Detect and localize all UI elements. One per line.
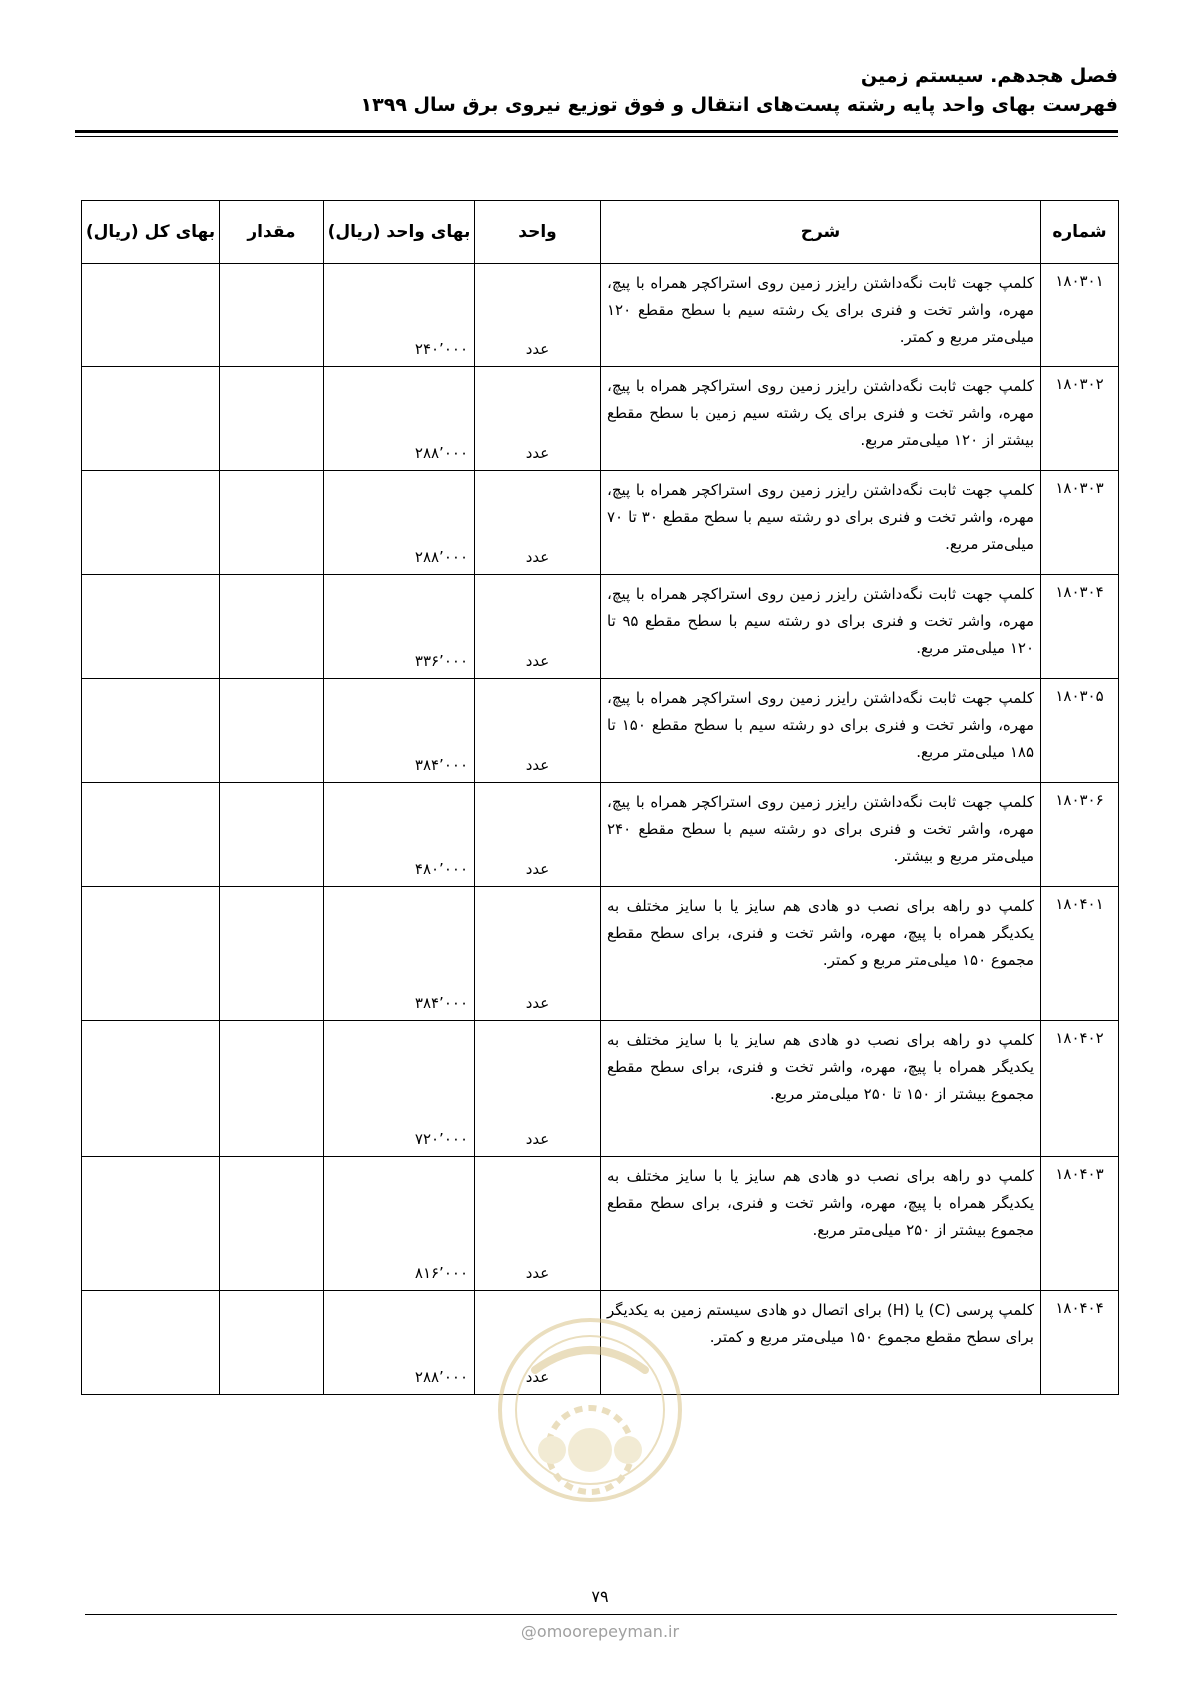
table-row xyxy=(82,1021,1119,1157)
item-unit-price: ۳۸۴٬۰۰۰ xyxy=(324,679,475,783)
item-unit: عدد xyxy=(475,783,601,887)
item-unit-price: ۲۸۸٬۰۰۰ xyxy=(324,471,475,575)
item-code: ۱۸۰۳۰۵ xyxy=(1041,679,1119,783)
header-rule-thick xyxy=(75,130,1118,133)
table-row xyxy=(82,575,1119,679)
item-unit-price: ۳۸۴٬۰۰۰ xyxy=(324,887,475,1021)
table-row xyxy=(82,887,1119,1021)
item-quantity xyxy=(220,264,324,367)
item-description: کلمپ جهت ثابت نگه‌داشتن رایزر زمین روی استراکچر همراه با پیچ، مهره، واشر تخت و فنری برای دو رشته سیم با سطح مقطع ۳۰ تا ۷۰ میلی‌متر مربع. xyxy=(601,471,1041,575)
item-total-price xyxy=(82,471,220,575)
item-quantity xyxy=(220,887,324,1021)
item-unit-price: ۲۸۸٬۰۰۰ xyxy=(324,367,475,471)
item-total-price xyxy=(82,1291,220,1395)
item-quantity xyxy=(220,471,324,575)
footer-rule xyxy=(85,1614,1117,1615)
item-unit: عدد xyxy=(475,679,601,783)
item-code: ۱۸۰۴۰۲ xyxy=(1041,1021,1119,1157)
table-row xyxy=(82,264,1119,367)
item-description: کلمپ جهت ثابت نگه‌داشتن رایزر زمین روی استراکچر همراه با پیچ، مهره، واشر تخت و فنری برای دو رشته سیم با سطح مقطع ۲۴۰ میلی‌متر مربع و بیشتر. xyxy=(601,783,1041,887)
item-code: ۱۸۰۳۰۶ xyxy=(1041,783,1119,887)
column-header-qty: مقدار xyxy=(220,201,324,264)
item-quantity xyxy=(220,783,324,887)
item-unit-price: ۳۳۶٬۰۰۰ xyxy=(324,575,475,679)
item-total-price xyxy=(82,679,220,783)
item-quantity xyxy=(220,1021,324,1157)
table-row xyxy=(82,1291,1119,1395)
item-code: ۱۸۰۳۰۱ xyxy=(1041,264,1119,367)
item-description: کلمپ جهت ثابت نگه‌داشتن رایزر زمین روی استراکچر همراه با پیچ، مهره، واشر تخت و فنری برای یک رشته سیم با سطح مقطع ۱۲۰ میلی‌متر مربع و کمتر. xyxy=(601,264,1041,367)
item-total-price xyxy=(82,783,220,887)
item-unit: عدد xyxy=(475,887,601,1021)
item-unit-price: ۲۴۰٬۰۰۰ xyxy=(324,264,475,367)
document-subtitle: فهرست بهای واحد پایه رشته پست‌های انتقال و فوق توزیع نیروی برق سال ۱۳۹۹ xyxy=(360,94,1118,116)
item-total-price xyxy=(82,575,220,679)
page-number: ۷۹ xyxy=(591,1587,609,1606)
item-description: کلمپ دو راهه برای نصب دو هادی هم سایز یا با سایز مختلف به یکدیگر همراه با پیچ، مهره، واشر تخت و فنری، برای سطح مقطع مجموع ۱۵۰ میلی‌متر مربع و کمتر. xyxy=(601,887,1041,1021)
item-unit-price: ۸۱۶٬۰۰۰ xyxy=(324,1157,475,1291)
item-code: ۱۸۰۴۰۱ xyxy=(1041,887,1119,1021)
item-description: کلمپ پرسی (C) یا (H) برای اتصال دو هادی سیستم زمین به یکدیگر برای سطح مقطع مجموع ۱۵۰ میلی‌متر مربع و کمتر. xyxy=(601,1291,1041,1395)
item-total-price xyxy=(82,264,220,367)
item-quantity xyxy=(220,1291,324,1395)
page-header xyxy=(68,62,1118,120)
item-total-price xyxy=(82,1157,220,1291)
price-table xyxy=(81,200,1119,1395)
item-unit-price: ۴۸۰٬۰۰۰ xyxy=(324,783,475,887)
item-code: ۱۸۰۴۰۴ xyxy=(1041,1291,1119,1395)
item-quantity xyxy=(220,679,324,783)
table-row xyxy=(82,783,1119,887)
item-quantity xyxy=(220,1157,324,1291)
item-unit-price: ۲۸۸٬۰۰۰ xyxy=(324,1291,475,1395)
item-unit: عدد xyxy=(475,264,601,367)
item-total-price xyxy=(82,1021,220,1157)
item-unit: عدد xyxy=(475,471,601,575)
item-description: کلمپ دو راهه برای نصب دو هادی هم سایز یا با سایز مختلف به یکدیگر همراه با پیچ، مهره، واشر تخت و فنری، برای سطح مقطع مجموع بیشتر از ۱۵۰ تا ۲۵۰ میلی‌متر مربع. xyxy=(601,1021,1041,1157)
item-description: کلمپ جهت ثابت نگه‌داشتن رایزر زمین روی استراکچر همراه با پیچ، مهره، واشر تخت و فنری برای دو رشته سیم با سطح مقطع ۹۵ تا ۱۲۰ میلی‌متر مربع. xyxy=(601,575,1041,679)
item-code: ۱۸۰۴۰۳ xyxy=(1041,1157,1119,1291)
item-code: ۱۸۰۳۰۳ xyxy=(1041,471,1119,575)
column-header-desc: شرح xyxy=(601,201,1041,264)
item-quantity xyxy=(220,575,324,679)
item-total-price xyxy=(82,887,220,1021)
item-quantity xyxy=(220,367,324,471)
item-unit-price: ۷۲۰٬۰۰۰ xyxy=(324,1021,475,1157)
item-description: کلمپ جهت ثابت نگه‌داشتن رایزر زمین روی استراکچر همراه با پیچ، مهره، واشر تخت و فنری برای یک رشته سیم زمین با سطح مقطع بیشتر از ۱۲۰ میلی‌متر مربع. xyxy=(601,367,1041,471)
column-header-code: شماره xyxy=(1041,201,1119,264)
item-description: کلمپ جهت ثابت نگه‌داشتن رایزر زمین روی استراکچر همراه با پیچ، مهره، واشر تخت و فنری برای دو رشته سیم با سطح مقطع ۱۵۰ تا ۱۸۵ میلی‌متر مربع. xyxy=(601,679,1041,783)
column-header-unit: واحد xyxy=(475,201,601,264)
table-row xyxy=(82,367,1119,471)
item-total-price xyxy=(82,367,220,471)
item-unit: عدد xyxy=(475,1021,601,1157)
item-unit: عدد xyxy=(475,1157,601,1291)
table-row xyxy=(82,679,1119,783)
item-unit: عدد xyxy=(475,575,601,679)
table-row xyxy=(82,471,1119,575)
item-code: ۱۸۰۳۰۴ xyxy=(1041,575,1119,679)
header-rule-thin xyxy=(75,136,1118,137)
item-unit: عدد xyxy=(475,1291,601,1395)
site-watermark-text: @omoorepeyman.ir xyxy=(520,1622,680,1641)
table-header-row xyxy=(82,201,1119,264)
column-header-total: بهای کل (ریال) xyxy=(82,201,220,264)
item-code: ۱۸۰۳۰۲ xyxy=(1041,367,1119,471)
chapter-title: فصل هجدهم. سیستم زمین xyxy=(860,65,1118,87)
item-unit: عدد xyxy=(475,367,601,471)
item-description: کلمپ دو راهه برای نصب دو هادی هم سایز یا با سایز مختلف به یکدیگر همراه با پیچ، مهره، واشر تخت و فنری، برای سطح مقطع مجموع بیشتر از ۲۵۰ میلی‌متر مربع. xyxy=(601,1157,1041,1291)
table-row xyxy=(82,1157,1119,1291)
column-header-unit-price: بهای واحد (ریال) xyxy=(324,201,475,264)
